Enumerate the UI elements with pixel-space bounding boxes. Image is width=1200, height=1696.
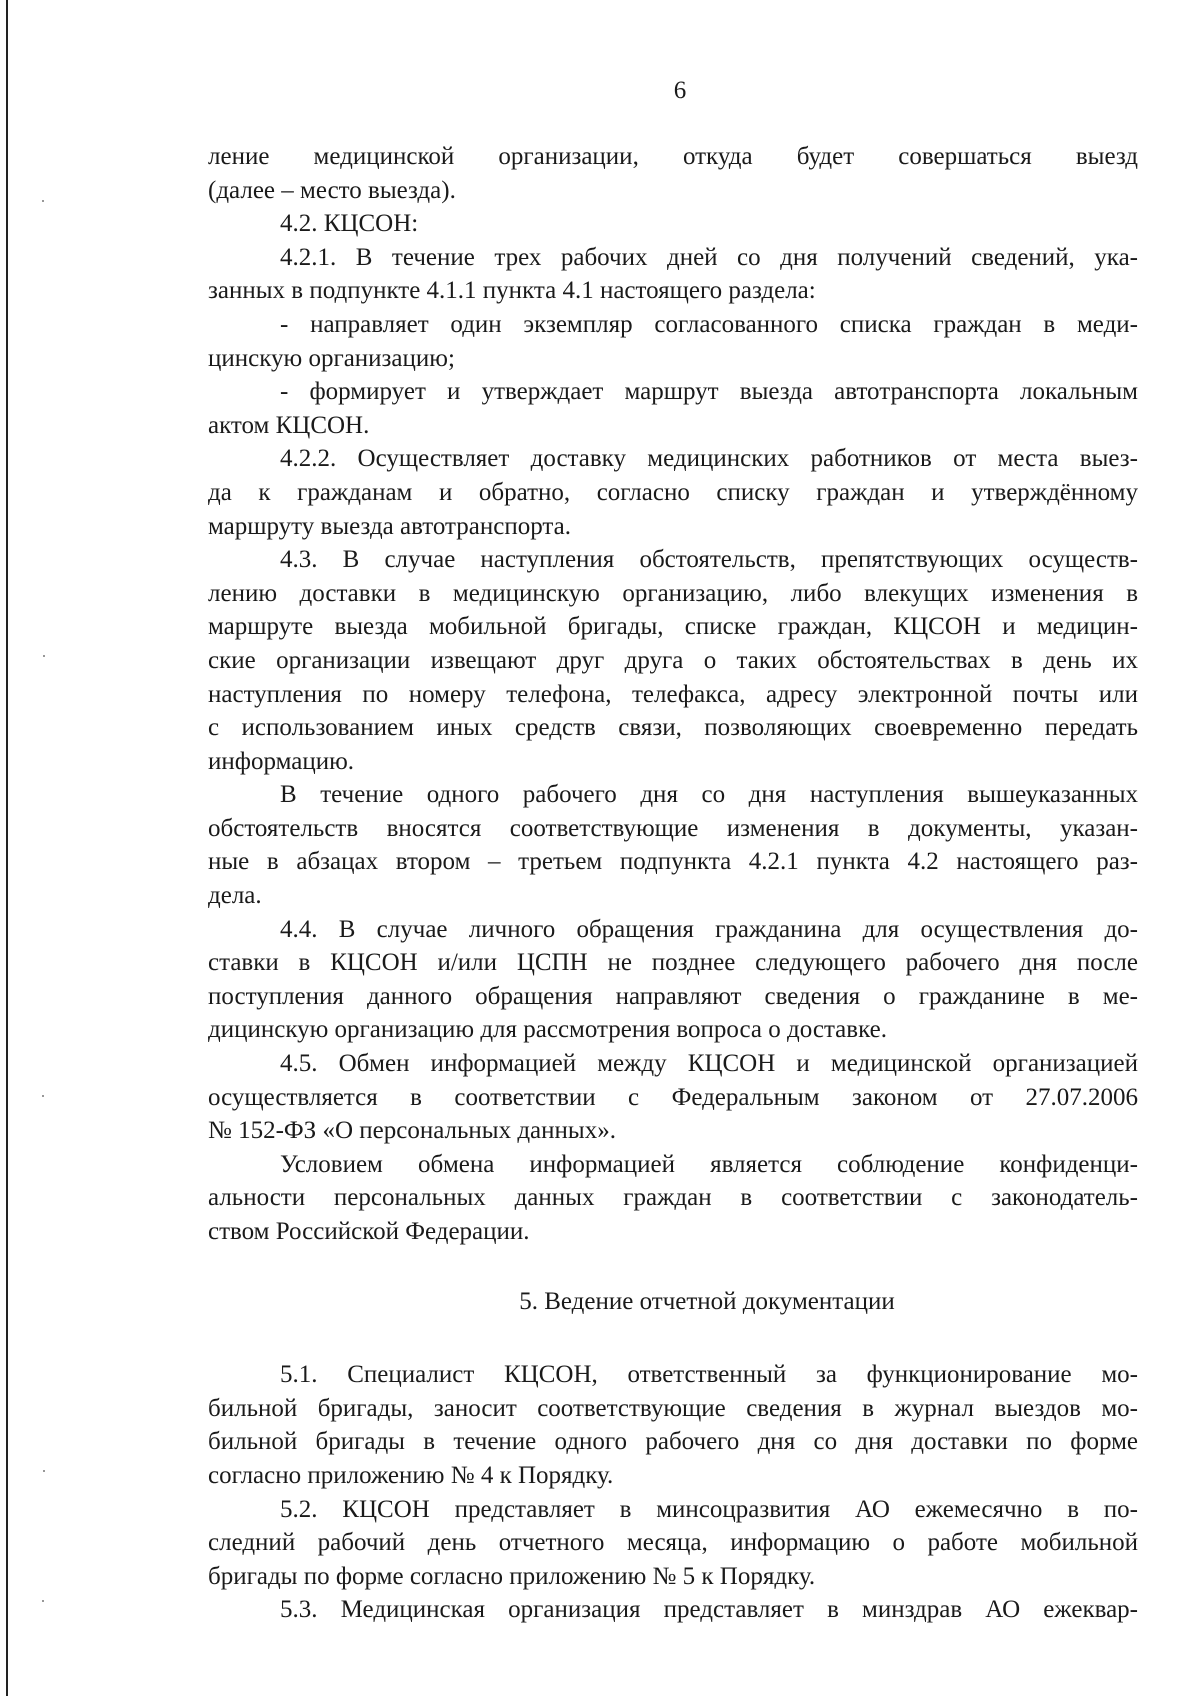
paragraph xyxy=(208,1392,1138,1426)
paragraph xyxy=(208,913,1138,947)
text-line: бильной бригады, заносит соответствующие сведения в журнал выездов мо- xyxy=(208,1394,1138,1422)
clause-heading xyxy=(208,207,1138,241)
paragraph xyxy=(208,1181,1138,1215)
list-item xyxy=(208,342,1138,376)
paragraph xyxy=(208,1560,1138,1594)
paragraph xyxy=(208,1459,1138,1493)
scan-speck xyxy=(42,200,44,202)
scan-speck xyxy=(43,1470,45,1472)
text-line: 4.2.1. В течение трех рабочих дней со дня получений сведений, ука- xyxy=(280,243,1138,271)
list-item xyxy=(208,409,1138,443)
paragraph xyxy=(208,1215,1138,1249)
text-line: поступления данного обращения направляют сведения о гражданине в ме- xyxy=(208,982,1138,1010)
text-line: занных в подпункте 4.1.1 пункта 4.1 настоящего раздела: xyxy=(208,277,816,305)
paragraph xyxy=(208,678,1138,712)
paragraph xyxy=(208,510,1138,544)
text-line: 4.2. КЦСОН: xyxy=(280,210,419,238)
text-line: с использованием иных средств связи, позволяющих своевременно передать xyxy=(208,714,1138,742)
paragraph xyxy=(208,1358,1138,1392)
paragraph xyxy=(208,879,1138,913)
paragraph xyxy=(208,1593,1138,1627)
text-line: ством Российской Федерации. xyxy=(208,1218,530,1245)
text-line: 4.3. В случае наступления обстоятельств, препятствующих осуществ- xyxy=(280,546,1138,574)
paragraph xyxy=(208,946,1138,980)
text-line: 4.4. В случае личного обращения гражданина для осуществления до- xyxy=(280,915,1138,943)
paragraph xyxy=(208,1081,1138,1115)
paragraph xyxy=(208,543,1138,577)
text-line: согласно приложению № 4 к Порядку. xyxy=(208,1461,614,1489)
text-line: 5.2. КЦСОН представляет в минсоцразвития АО ежемесячно в по- xyxy=(280,1495,1138,1523)
scan-speck xyxy=(42,1095,44,1097)
paragraph xyxy=(208,577,1138,611)
scan-speck xyxy=(42,1600,44,1602)
text-line: ские организации извещают друг друга о таких обстоятельствах в день их xyxy=(208,646,1138,674)
scan-left-edge xyxy=(6,0,8,1696)
text-line: следний рабочий день отчетного месяца, информацию о работе мобильной xyxy=(208,1529,1138,1557)
paragraph xyxy=(208,476,1138,510)
paragraph xyxy=(208,442,1138,476)
text-line: дела. xyxy=(208,882,262,910)
paragraph xyxy=(208,1148,1138,1182)
text-line: ставки в КЦСОН и/или ЦСПН не позднее следующего рабочего дня после xyxy=(208,949,1138,977)
text-line: В течение одного рабочего дня со дня наступления вышеуказанных xyxy=(280,781,1138,809)
text-line: цинскую организацию; xyxy=(208,344,455,372)
text-line: № 152-ФЗ «О персональных данных». xyxy=(208,1117,616,1145)
paragraph xyxy=(208,140,1138,174)
paragraph xyxy=(208,274,1138,308)
paragraph xyxy=(208,845,1138,879)
paragraph xyxy=(208,174,1138,208)
text-line: обстоятельств вносятся соответствующие изменения в документы, указан- xyxy=(208,814,1138,842)
text-line: да к гражданам и обратно, согласно списку граждан и утверждённому xyxy=(208,478,1138,506)
paragraph xyxy=(208,1526,1138,1560)
text-line: маршруту выезда автотранспорта. xyxy=(208,512,571,540)
text-line: бригады по форме согласно приложению № 5 к Порядку. xyxy=(208,1562,816,1590)
text-line: бильной бригады в течение одного рабочего дня со дня доставки по форме xyxy=(208,1428,1138,1456)
paragraph xyxy=(208,644,1138,678)
paragraph xyxy=(208,610,1138,644)
text-line: актом КЦСОН. xyxy=(208,411,370,439)
text-line: осуществляется в соответствии с Федеральным законом от 27.07.2006 xyxy=(208,1083,1138,1111)
paragraph xyxy=(208,1013,1138,1047)
text-line: дицинскую организацию для рассмотрения вопроса о доставке. xyxy=(208,1016,887,1044)
paragraph xyxy=(208,241,1138,275)
page-number: 6 xyxy=(673,77,687,104)
text-line: 5.1. Специалист КЦСОН, ответственный за функционирование мо- xyxy=(280,1361,1138,1389)
text-line: - направляет один экземпляр согласованного списка граждан в меди- xyxy=(280,310,1138,338)
text-line: маршруте выезда мобильной бригады, списке граждан, КЦСОН и медицин- xyxy=(208,613,1138,641)
paragraph xyxy=(208,1425,1138,1459)
paragraph xyxy=(208,1493,1138,1527)
text-line: 5.3. Медицинская организация представляет в минздрав АО ежеквар- xyxy=(280,1596,1138,1624)
paragraph xyxy=(208,1047,1138,1081)
document-body xyxy=(208,140,1138,1627)
section-title: 5. Ведение отчетной документации xyxy=(519,1287,895,1315)
text-line: ление медицинской организации, откуда будет совершаться выезд xyxy=(208,143,1138,170)
text-line: 4.2.2. Осуществляет доставку медицинских работников от места выез- xyxy=(280,445,1138,473)
list-item xyxy=(208,308,1138,342)
text-line: (далее – место выезда). xyxy=(208,176,456,204)
text-line: ные в абзацах втором – третьем подпункта 4.2.1 пункта 4.2 настоящего раз- xyxy=(208,848,1138,876)
paragraph xyxy=(208,812,1138,846)
paragraph xyxy=(208,1114,1138,1148)
text-line: Условием обмена информацией является соблюдение конфиденци- xyxy=(280,1150,1138,1178)
text-line: лению доставки в медицинскую организацию, либо влекущих изменения в xyxy=(208,579,1138,607)
text-line: альности персональных данных граждан в соответствии с законодатель- xyxy=(208,1184,1138,1212)
text-line: наступления по номеру телефона, телефакса, адресу электронной почты или xyxy=(208,680,1138,708)
list-item xyxy=(208,375,1138,409)
paragraph xyxy=(208,980,1138,1014)
paragraph xyxy=(208,711,1138,745)
paragraph xyxy=(208,745,1138,779)
text-line: 4.5. Обмен информацией между КЦСОН и медицинской организацией xyxy=(280,1050,1138,1078)
paragraph xyxy=(208,778,1138,812)
text-line: информацию. xyxy=(208,747,355,775)
text-line: - формирует и утверждает маршрут выезда автотранспорта локальным xyxy=(280,378,1138,406)
scan-speck xyxy=(43,655,45,657)
